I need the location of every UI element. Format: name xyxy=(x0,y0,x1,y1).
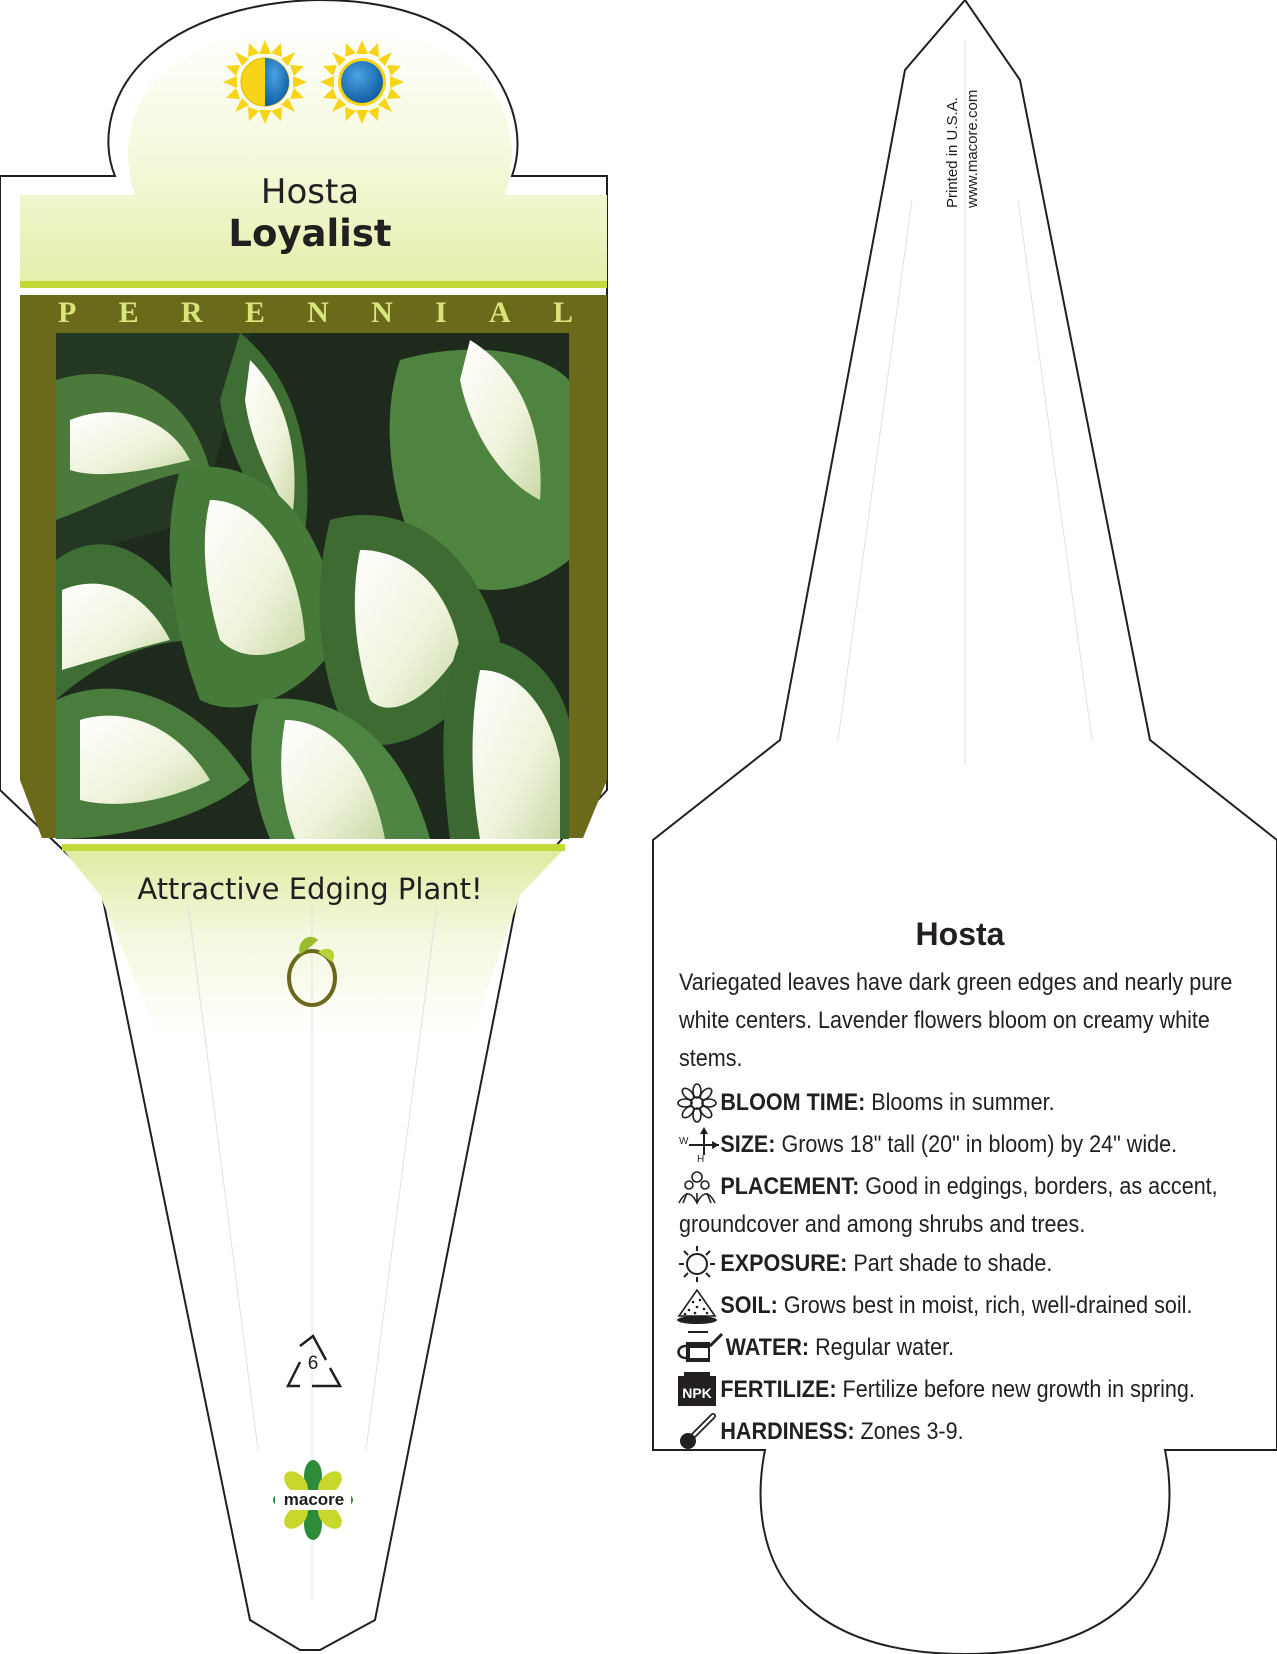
plant-description: Variegated leaves have dark green edges and nearly pure white centers. Lavender flowers bloom on creamy white stems. xyxy=(679,969,1233,1072)
category-letter: R xyxy=(180,296,203,329)
attr-value: Zones 3-9. xyxy=(860,1418,964,1445)
attr-label: SOIL: xyxy=(720,1292,778,1319)
size-height-letter: H xyxy=(697,1154,705,1165)
attr-bloom-time xyxy=(679,1084,1207,1122)
category-letter: P xyxy=(58,296,77,329)
attr-value: Fertilize before new growth in spring. xyxy=(842,1376,1195,1403)
attr-label: HARDINESS: xyxy=(720,1418,855,1445)
category-letter: L xyxy=(552,296,573,329)
category-letter: E xyxy=(244,296,265,329)
attr-label: EXPOSURE: xyxy=(720,1250,848,1277)
attr-value: Part shade to shade. xyxy=(853,1250,1053,1277)
attr-label: BLOOM TIME: xyxy=(720,1089,866,1116)
botanical-name: Hosta xyxy=(260,172,360,212)
attr-value: Good in edgings, borders, as accent, groundcover and among shrubs and trees. xyxy=(679,1173,1218,1238)
category-letter: N xyxy=(307,296,329,329)
category-letter: N xyxy=(371,296,393,329)
attr-size xyxy=(679,1126,1207,1164)
cultivar-name: Loyalist xyxy=(228,212,392,255)
category-letter: I xyxy=(435,296,447,329)
attr-placement xyxy=(679,1168,1251,1244)
category-letter: E xyxy=(118,296,139,329)
attr-value: Grows best in moist, rich, well-drained soil. xyxy=(783,1292,1193,1319)
brand-name: macore xyxy=(283,1490,345,1509)
attr-fertilize xyxy=(679,1371,1277,1409)
plant-photo xyxy=(56,333,569,839)
tagline-divider xyxy=(62,844,565,851)
shade-icon xyxy=(320,40,404,124)
info-title: Hosta xyxy=(915,916,1005,952)
attr-value: Regular water. xyxy=(815,1334,955,1361)
attr-soil xyxy=(679,1287,1277,1325)
attr-hardiness xyxy=(679,1413,1207,1451)
printed-in-usa: Printed in U.S.A. xyxy=(944,97,961,208)
header-divider xyxy=(20,281,607,288)
recycle-number: 6 xyxy=(307,1353,319,1374)
attr-water xyxy=(679,1329,1207,1367)
category-letter: A xyxy=(489,296,511,329)
category-label xyxy=(58,296,573,330)
attr-value: Blooms in summer. xyxy=(871,1089,1055,1116)
attr-value: Grows 18" tall (20" in bloom) by 24" wide. xyxy=(781,1131,1178,1158)
tagline: Attractive Edging Plant! xyxy=(137,872,483,906)
attr-label: WATER: xyxy=(725,1334,810,1361)
website-url: www.macore.com xyxy=(964,89,981,208)
attr-label: SIZE: xyxy=(720,1131,776,1158)
attr-label: FERTILIZE: xyxy=(720,1376,837,1403)
size-width-letter: W xyxy=(679,1136,689,1147)
npk-label: NPK xyxy=(682,1385,712,1401)
attr-exposure xyxy=(679,1245,1207,1283)
part-sun-icon xyxy=(223,40,307,124)
attr-label: PLACEMENT: xyxy=(720,1173,860,1200)
